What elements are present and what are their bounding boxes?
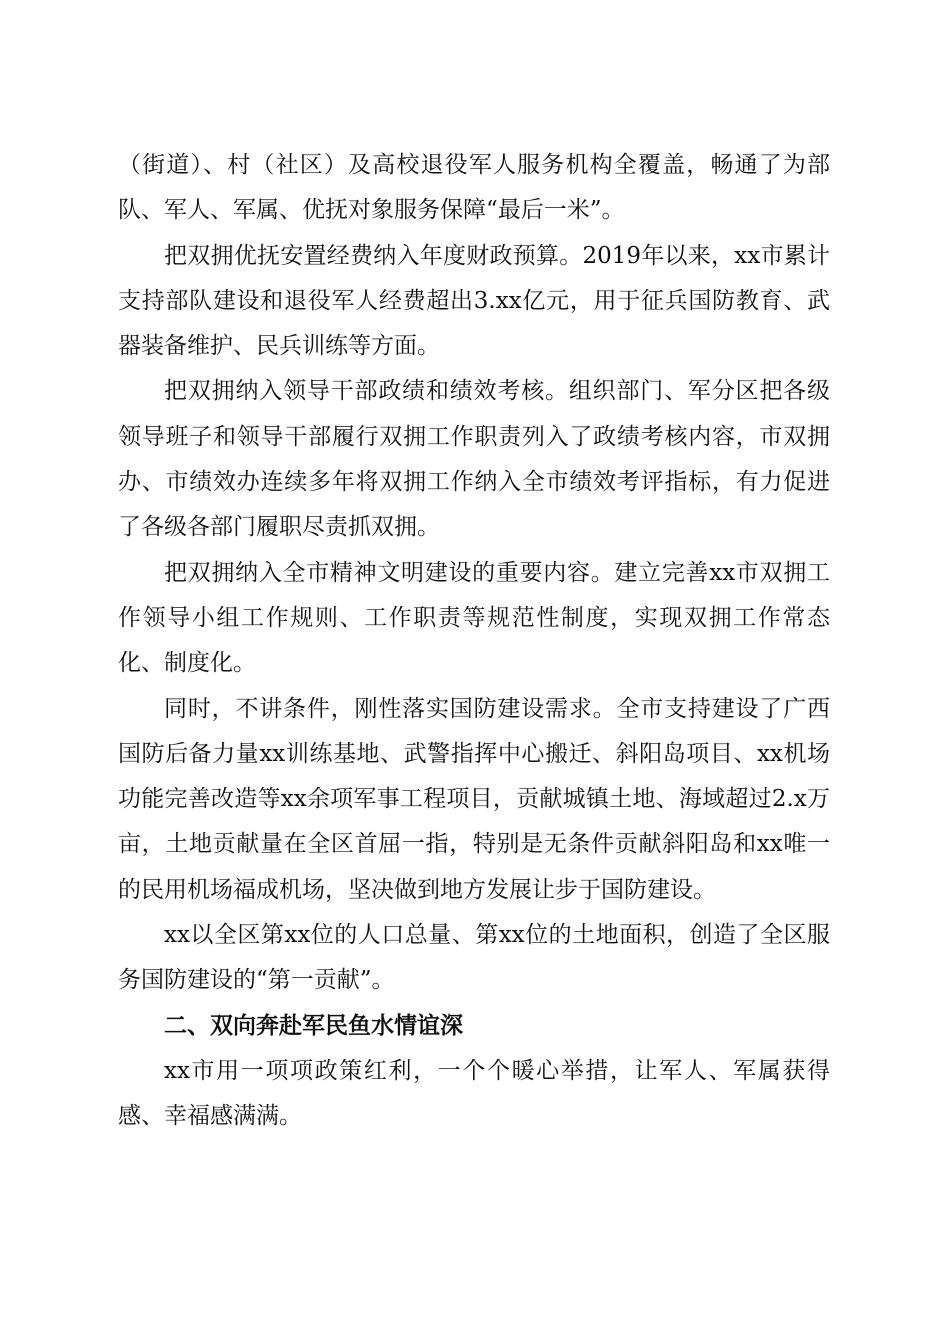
paragraph-assessment: 把双拥纳入领导干部政绩和绩效考核。组织部门、军分区把各级领导班子和领导干部履行双拥工作职责列入了政绩考核内容，市双拥办、市绩效办连续多年将双拥工作纳入全市绩效考评指标，有力促进了各级各部门履职尽责抓双拥。: [118, 378, 830, 541]
paragraph-defense-construction: 同时，不讲条件，刚性落实国防建设需求。全市支持建设了广西国防后备力量xx训练基地、武警指挥中心搬迁、斜阳岛项目、xx机场功能完善改造等xx余项军事工程项目，贡献城镇土地、海域超过2.x万亩，土地贡献量在全区首屈一指，特别是无条件贡献斜阳岛和xx唯一的民用机场福成机场，坚决做到地方发展让步于国防建设。: [118, 695, 830, 903]
document-body: [118, 143, 830, 1140]
paragraph-policy-benefits: xx市用一项项政策红利，一个个暖心举措，让军人、军属获得感、幸福感满满。: [118, 1057, 830, 1130]
paragraph-first-contribution: xx以全区第xx位的人口总量、第xx位的土地面积，创造了全区服务国防建设的“第一贡献”。: [118, 922, 830, 994]
paragraph-civilization: 把双拥纳入全市精神文明建设的重要内容。建立完善xx市双拥工作领导小组工作规则、工作职责等规范性制度，实现双拥工作常态化、制度化。: [118, 559, 830, 677]
section-heading: 二、双向奔赴军民鱼水情谊深: [164, 1012, 463, 1039]
paragraph-budget: 把双拥优抚安置经费纳入年度财政预算。2019年以来，xx市累计支持部队建设和退役军人经费超出3.xx亿元，用于征兵国防教育、武器装备维护、民兵训练等方面。: [118, 242, 830, 360]
paragraph-continuation: （街道）、村（社区）及高校退役军人服务机构全覆盖，畅通了为部队、军人、军属、优抚对象服务保障“最后一米”。: [118, 152, 830, 224]
